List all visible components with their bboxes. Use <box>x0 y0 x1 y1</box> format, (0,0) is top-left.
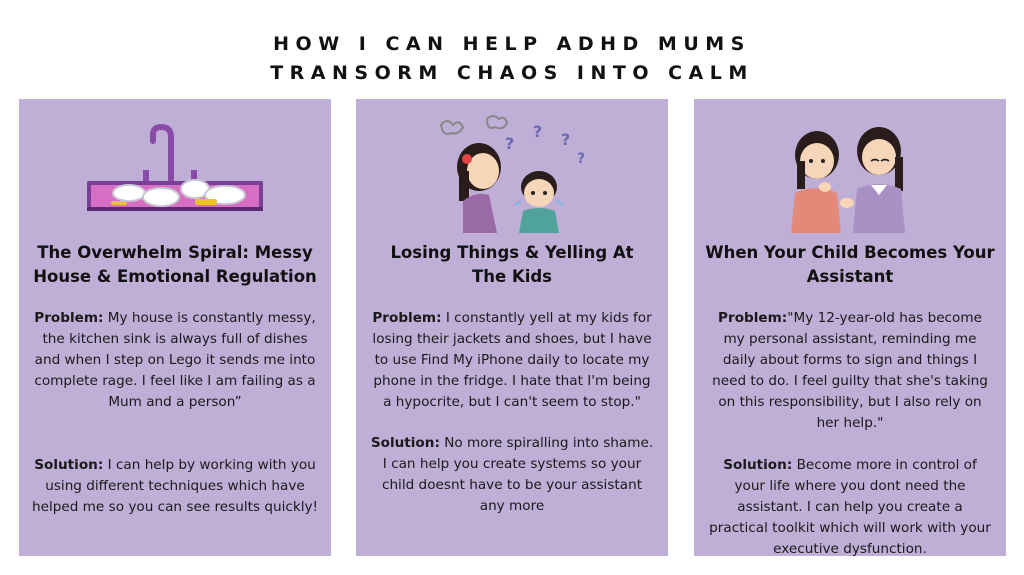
solution-text: I can help by working with you using different techniques which have helped me so you can see results quickly! <box>31 457 318 515</box>
angry-mum-confused-child-icon <box>427 115 597 233</box>
sink-illustration <box>19 115 331 233</box>
solution-text: No more spiralling into shame. I can help you create systems so your child doesnt have to be your assistant any more <box>381 435 654 514</box>
card-title-line-2: The Kids <box>471 267 552 286</box>
solution-label: Solution: <box>723 457 793 473</box>
problem-paragraph <box>31 308 319 413</box>
card-child-assistant <box>694 99 1006 556</box>
problem-text: "My 12-year-old has become my personal assistant, reminding me daily about forms to sign and things I need to do. I feel guilty that she's taking on this responsibility, but I also rely on her help." <box>712 310 988 431</box>
svg-text:?: ? <box>505 134 515 153</box>
svg-text:?: ? <box>561 130 571 149</box>
svg-text:?: ? <box>577 151 586 167</box>
mum-daughter-illustration <box>694 115 1006 233</box>
card-title <box>29 241 321 289</box>
solution-label: Solution: <box>370 435 440 451</box>
problem-label: Problem: <box>372 310 442 326</box>
card-title <box>366 241 658 289</box>
problem-label: Problem: <box>34 310 104 326</box>
kitchen-sink-icon <box>75 115 275 225</box>
card-title-line-1: Losing Things & Yelling At <box>390 243 634 262</box>
card-title-line-2: House & Emotional Regulation <box>33 267 317 286</box>
page-title-line-2: TRANSORM CHAOS INTO CALM <box>270 62 754 84</box>
solution-paragraph <box>706 455 994 560</box>
page-title-line-1: HOW I CAN HELP ADHD MUMS <box>273 33 751 55</box>
mum-child-illustration <box>356 115 668 233</box>
solution-text: Become more in control of your life where you dont need the assistant. I can help you create a practical toolkit which will work with your executive dysfunction. <box>709 457 991 557</box>
solution-paragraph <box>31 455 319 518</box>
solution-paragraph <box>368 433 656 517</box>
page-title <box>0 30 1024 88</box>
problem-text: I constantly yell at my kids for losing their jackets and shoes, but I have to use Find My iPhone daily to locate my phone in the fridge. I hate that I'm being a hypocrite, but I can't seem to stop." <box>372 310 652 410</box>
card-title <box>704 241 996 289</box>
card-overwhelm-spiral <box>19 99 331 556</box>
problem-label: Problem: <box>718 310 788 326</box>
card-losing-things <box>356 99 668 556</box>
problem-paragraph <box>706 308 994 434</box>
svg-text:?: ? <box>533 122 543 141</box>
card-title-line-1: When Your Child Becomes Your <box>705 243 995 262</box>
problem-paragraph <box>368 308 656 413</box>
solution-label: Solution: <box>34 457 104 473</box>
card-title-line-1: The Overwhelm Spiral: Messy <box>37 243 313 262</box>
problem-text: My house is constantly messy, the kitchen sink is always full of dishes and when I step on Lego it sends me into complete rage. I feel like I am failing as a Mum and a person” <box>34 310 316 410</box>
worried-mum-daughter-icon <box>775 115 925 233</box>
card-title-line-2: Assistant <box>806 267 894 286</box>
